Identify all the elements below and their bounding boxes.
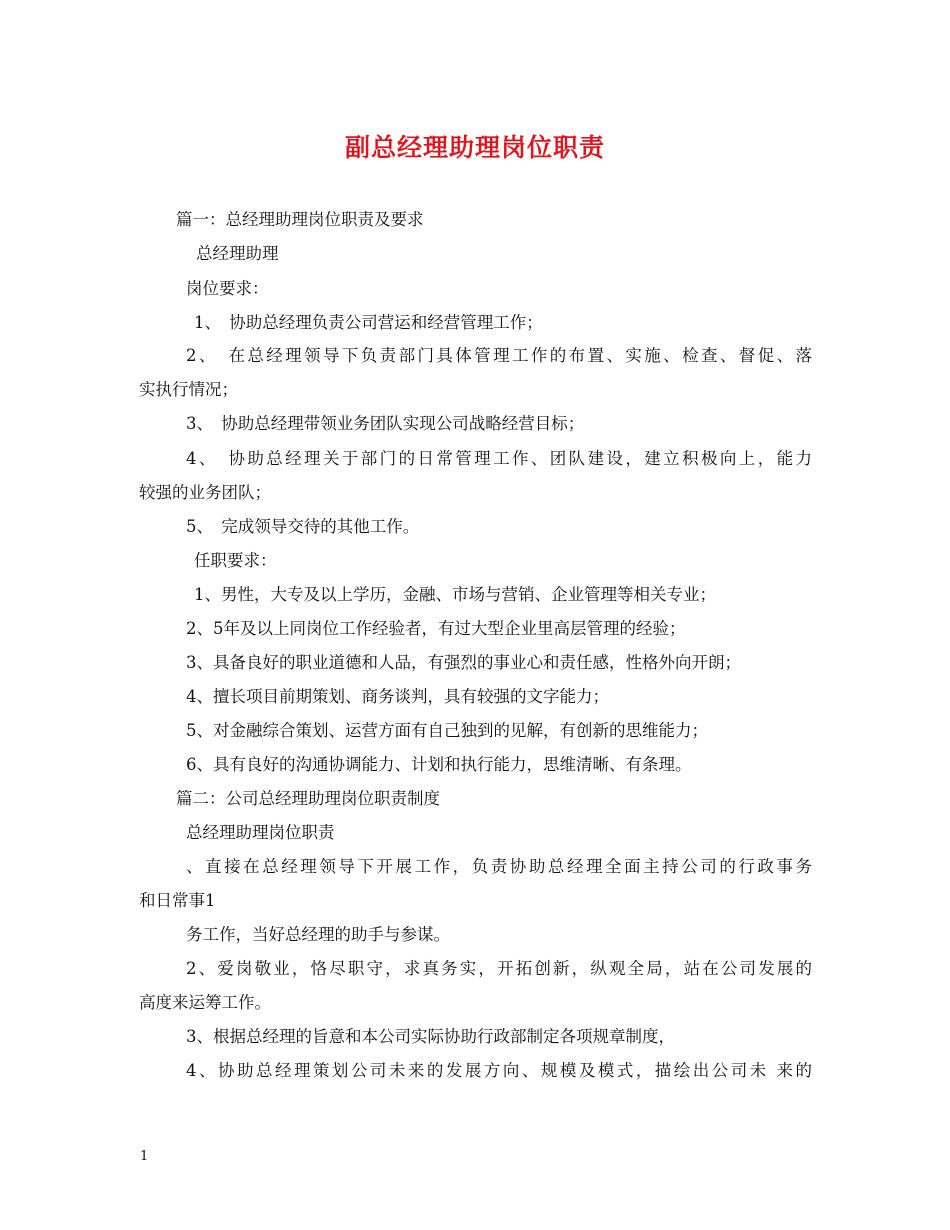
text-line-content: 4、协助总经理策划公司未来的发展方向、规模及模式，描绘出公司未 来的 — [186, 1061, 812, 1080]
text-line-content: 2、 在总经理领导下负责部门具体管理工作的布置、实施、检查、督促、落 — [186, 346, 812, 365]
text-line: 2、5年及以上同岗位工作经验者，有过大型企业里高层管理的经验； — [186, 619, 686, 638]
text-line: 务工作，当好总经理的助手与参谋。 — [186, 925, 450, 944]
document-title: 副总经理助理岗位职责 — [344, 133, 605, 162]
text-line: 岗位要求： — [186, 279, 269, 298]
text-line: 任职要求： — [194, 551, 277, 570]
text-line: 篇一：总经理助理岗位职责及要求 — [176, 210, 424, 229]
text-line: 4、擅长项目前期策划、商务谈判，具有较强的文字能力； — [186, 687, 609, 706]
text-line: 3、 协助总经理带领业务团队实现公司战略经营目标； — [186, 414, 585, 433]
text-line — [186, 447, 812, 471]
text-line: 3、根据总经理的旨意和本公司实际协助行政部制定各项规章制度， — [186, 1027, 675, 1046]
text-line: 实执行情况； — [139, 380, 238, 399]
text-line: 较强的业务团队； — [139, 483, 271, 502]
text-line — [186, 344, 812, 368]
text-line: 篇二：公司总经理助理岗位职责制度 — [176, 789, 440, 808]
text-line: 高度来运筹工作。 — [139, 993, 271, 1012]
text-line: 和日常事1 — [139, 891, 216, 910]
text-line: 3、具备良好的职业道德和人品，有强烈的事业心和责任感，性格外向开朗； — [186, 653, 741, 672]
text-line: 1、 协助总经理负责公司营运和经营管理工作； — [194, 313, 543, 332]
text-line-content: 4、 协助总经理关于部门的日常管理工作、团队建设，建立积极向上，能力 — [186, 449, 812, 468]
text-line: 5、 完成领导交待的其他工作。 — [186, 517, 420, 536]
text-line: 总经理助理岗位职责 — [186, 823, 335, 842]
text-line — [186, 957, 812, 981]
text-line: 总经理助理 — [196, 244, 279, 263]
text-line: 1、男性，大专及以上学历，金融、市场与营销、企业管理等相关专业； — [194, 585, 716, 604]
text-line — [186, 855, 812, 879]
text-line-content: 、直接在总经理领导下开展工作，负责协助总经理全面主持公司的行政事务 — [186, 857, 812, 876]
text-line: 6、具有良好的沟通协调能力、计划和执行能力，思维清晰、有条理。 — [186, 755, 692, 774]
text-line: 5、对金融综合策划、运营方面有自己独到的见解，有创新的思维能力； — [186, 721, 708, 740]
page-number: 1 — [140, 1149, 149, 1164]
text-line-content: 2、爱岗敬业，恪尽职守，求真务实，开拓创新，纵观全局，站在公司发展的 — [186, 959, 812, 978]
text-line — [186, 1059, 812, 1083]
